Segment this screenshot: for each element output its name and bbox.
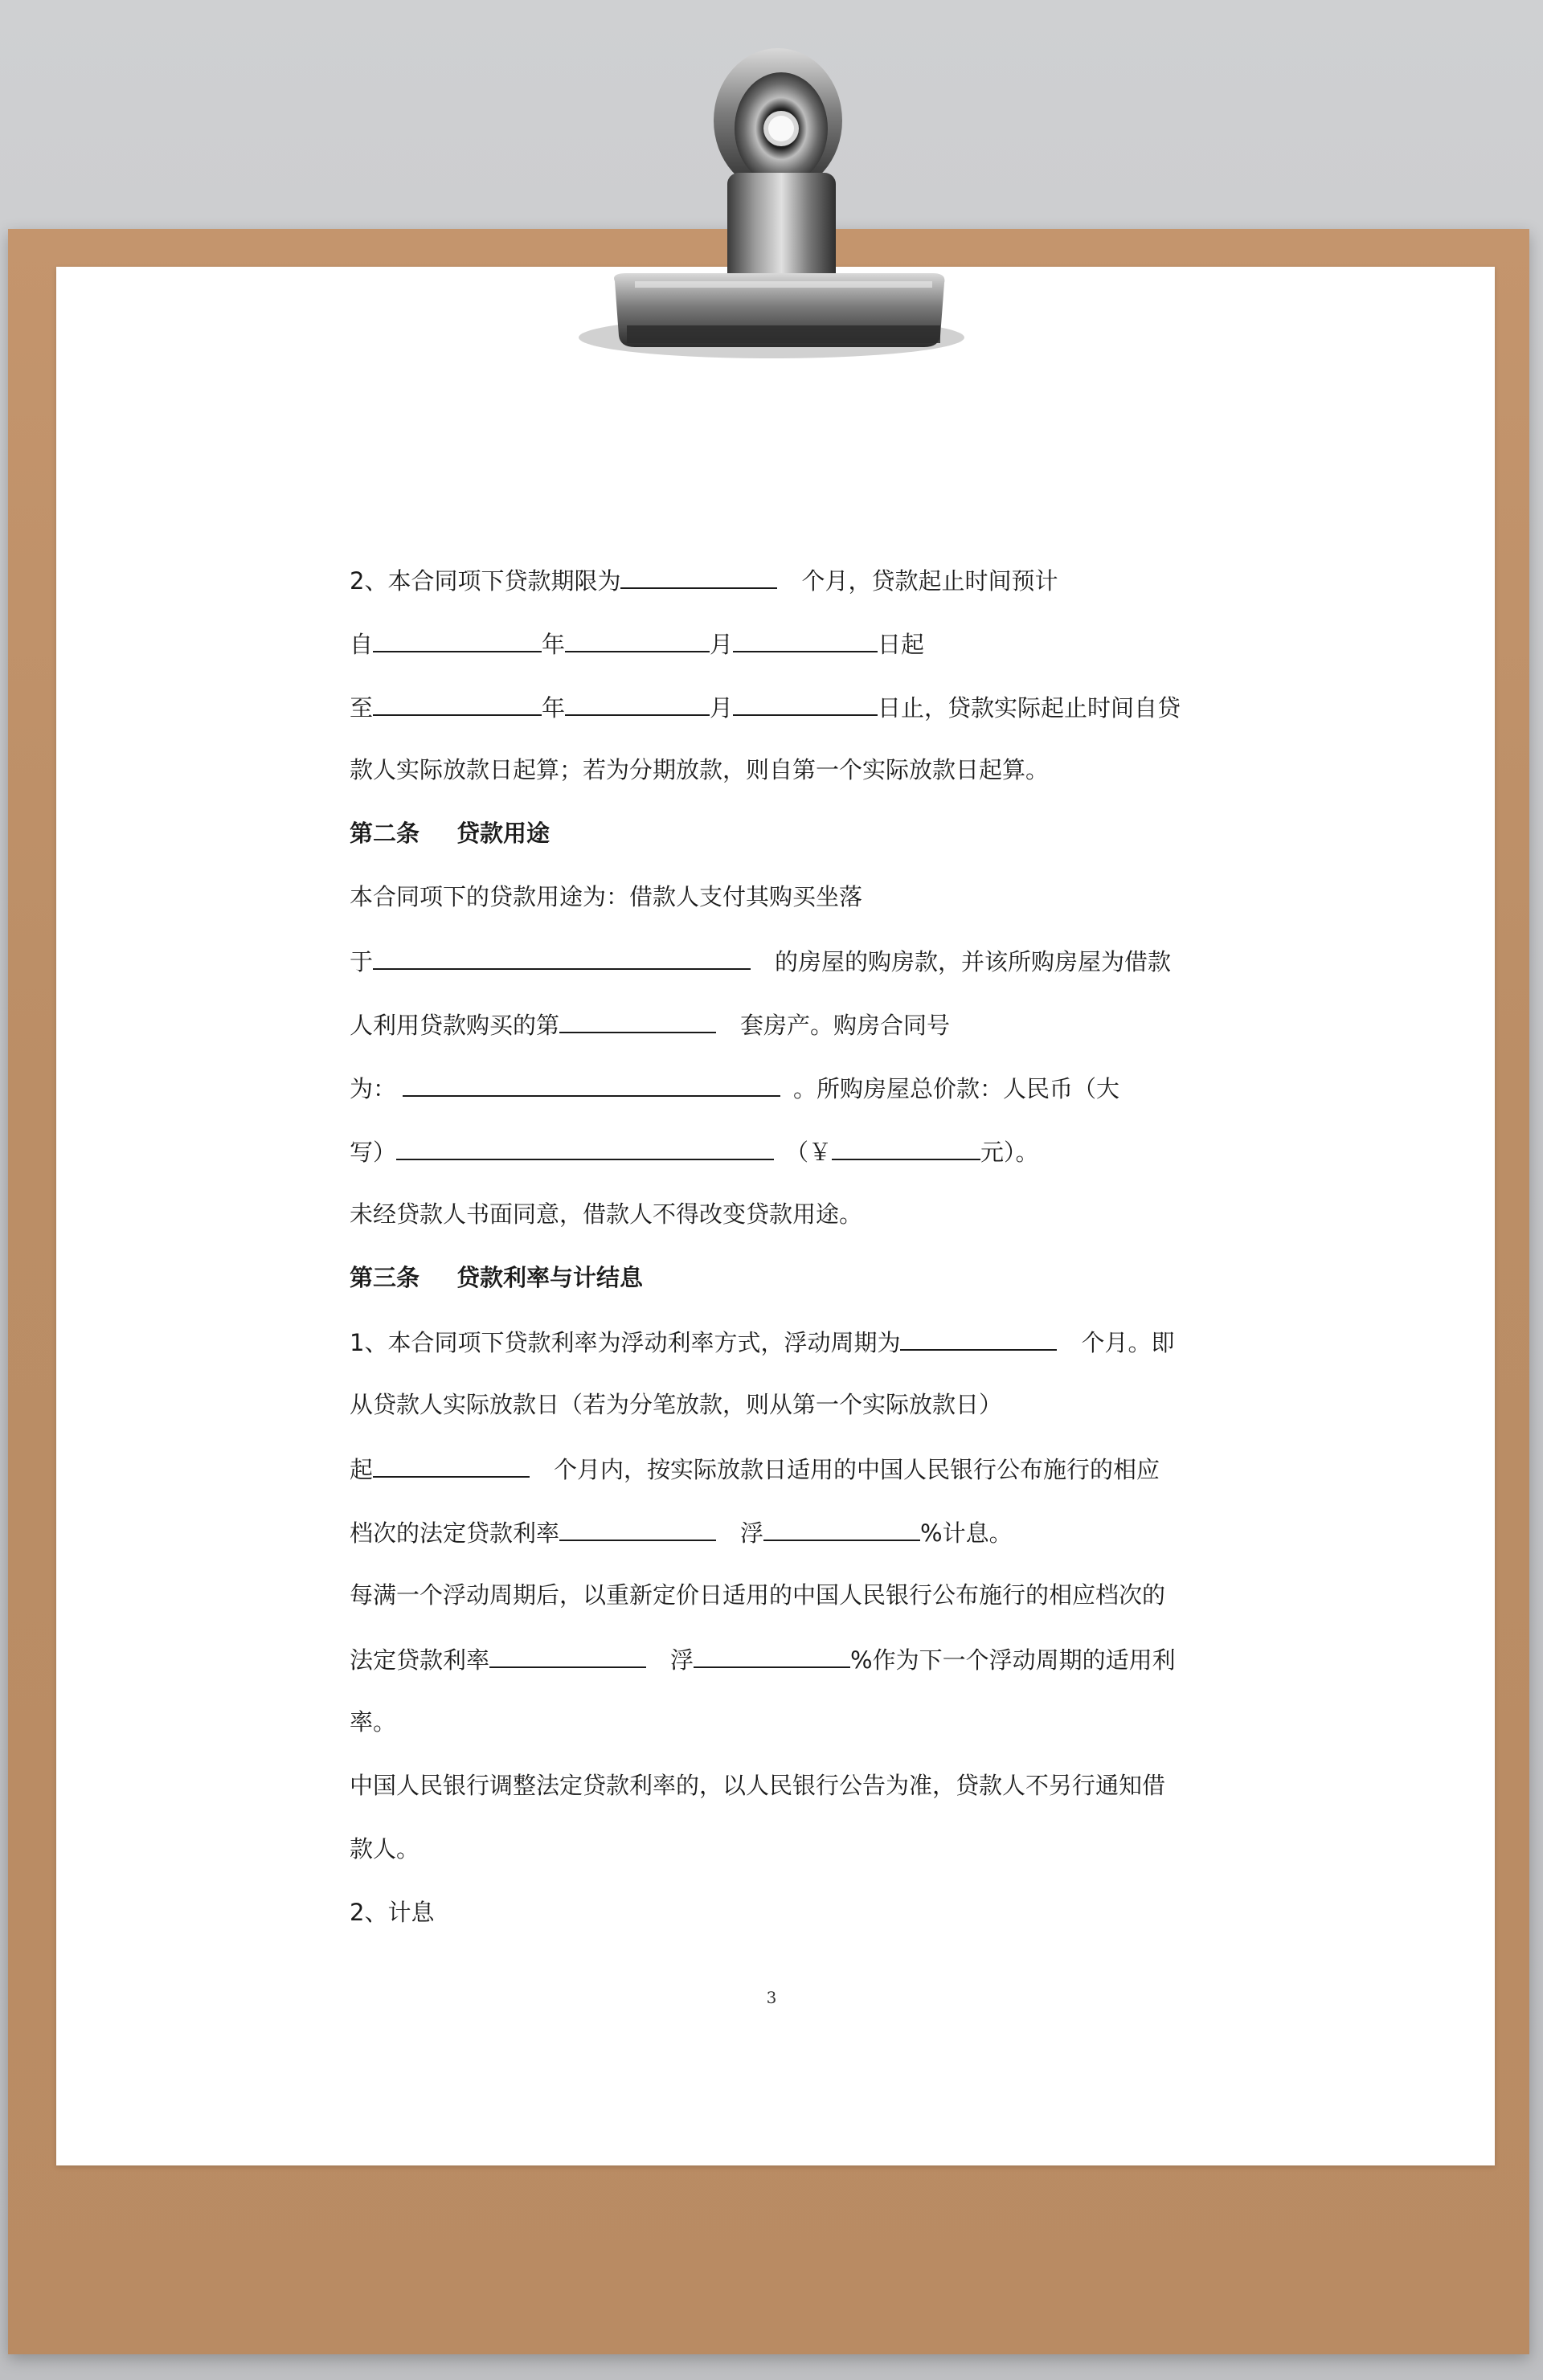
rate-line-8: 中国人民银行调整法定贷款利率的，以人民银行公告为准，贷款人不另行通知借 — [350, 1772, 1166, 1799]
reprice-direction-blank — [489, 1642, 646, 1668]
rate-line-3: 起 个月内，按实际放款日适用的中国人民银行公布施行的相应 — [350, 1452, 1160, 1484]
rate-line-7: 率。 — [350, 1708, 397, 1736]
rate-line-5: 每满一个浮动周期后，以重新定价日适用的中国人民银行公布施行的相应档次的 — [350, 1581, 1166, 1609]
purchase-contract-number-blank — [403, 1071, 780, 1097]
start-date-line: 自 年 月 日起 — [350, 627, 924, 659]
interest-heading: 2、计息 — [350, 1899, 435, 1926]
page-number: 3 — [766, 1988, 777, 2007]
total-price-words-blank — [396, 1135, 774, 1160]
article-2-heading: 第二条 贷款用途 — [350, 820, 550, 847]
initial-months-blank — [373, 1452, 530, 1478]
start-year-blank — [373, 627, 542, 652]
end-day-blank — [733, 690, 878, 716]
purpose-line-2: 于 的房屋的购房款，并该所购房屋为借款 — [350, 944, 1171, 976]
reprice-percent-blank — [694, 1642, 850, 1668]
property-location-blank — [373, 944, 751, 970]
total-price-amount-blank — [832, 1135, 980, 1160]
purpose-note: 未经贷款人书面同意，借款人不得改变贷款用途。 — [350, 1200, 863, 1228]
rate-line-4: 档次的法定贷款利率 浮 %计息。 — [350, 1515, 1013, 1548]
end-date-line: 至 年 月 日止，贷款实际起止时间自贷 — [350, 690, 1181, 722]
purpose-line-1: 本合同项下的贷款用途为：借款人支付其购买坐落 — [350, 883, 863, 910]
rate-line-1: 1、本合同项下贷款利率为浮动利率方式，浮动周期为 个月。即 — [350, 1325, 1174, 1357]
rate-direction-blank — [559, 1515, 716, 1541]
article-3-heading: 第三条 贷款利率与计结息 — [350, 1264, 644, 1291]
actual-start-line: 款人实际放款日起算；若为分期放款，则自第一个实际放款日起算。 — [350, 756, 1050, 783]
end-year-blank — [373, 690, 542, 716]
start-month-blank — [565, 627, 710, 652]
rate-line-2: 从贷款人实际放款日（若为分笔放款，则从第一个实际放款日） — [350, 1391, 1003, 1418]
loan-term-line: 2、本合同项下贷款期限为 个月，贷款起止时间预计 — [350, 563, 1058, 595]
float-percent-blank — [763, 1515, 920, 1541]
purpose-line-3: 人利用贷款购买的第 套房产。购房合同号 — [350, 1008, 950, 1040]
purpose-line-5: 写） （￥ 元）。 — [350, 1135, 1039, 1167]
start-day-blank — [733, 627, 878, 652]
rate-line-6: 法定贷款利率 浮 %作为下一个浮动周期的适用利 — [350, 1642, 1176, 1675]
end-month-blank — [565, 690, 710, 716]
purpose-line-4: 为： 。所购房屋总价款：人民币（大 — [350, 1071, 1119, 1103]
property-count-blank — [559, 1008, 716, 1033]
float-period-blank — [900, 1325, 1057, 1351]
rate-line-9: 款人。 — [350, 1835, 420, 1863]
loan-term-months-blank — [620, 563, 777, 589]
